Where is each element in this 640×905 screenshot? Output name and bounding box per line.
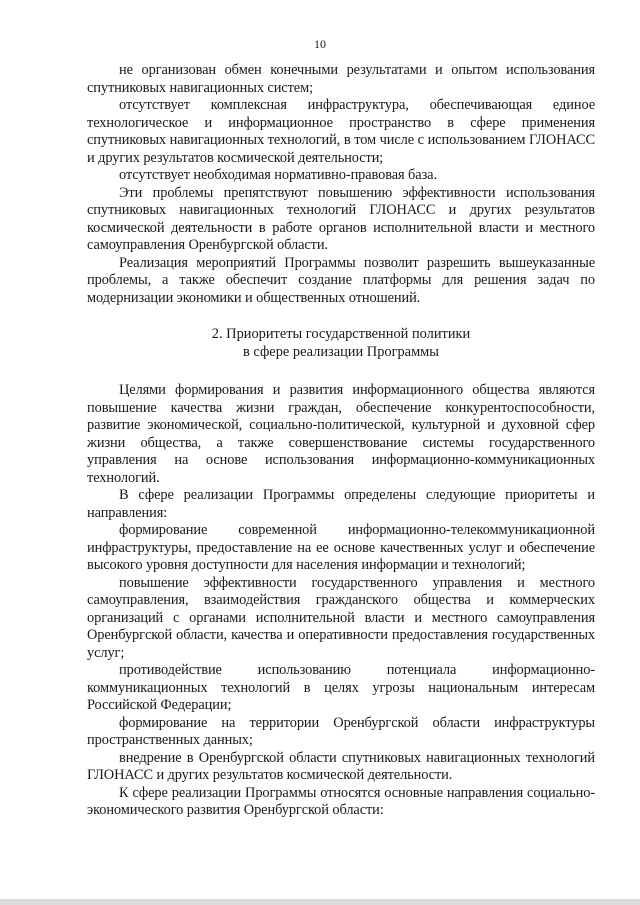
section-heading-line-2: в сфере реализации Программы bbox=[243, 343, 439, 360]
paragraph: отсутствует комплексная инфраструктура, обеспечивающая единое технологическое и информационное пространство в сфере применения спутниковых навигационных технологий, в том числе с использованием ГЛОНАСС и других результатов космической деятельности; bbox=[87, 97, 595, 166]
document-body bbox=[87, 62, 595, 820]
list-item: формирование на территории Оренбургской области инфраструктуры пространственных данных; bbox=[87, 714, 595, 748]
paragraph: Эти проблемы препятствуют повышению эффективности использования спутниковых навигационных технологий ГЛОНАСС и других результатов космической деятельности в работе органов исполнительной власти и местного самоуправления Оренбургской области. bbox=[87, 184, 595, 253]
list-item: формирование современной информационно-телекоммуникационной инфраструктуры, предоставление на ее основе качественных услуг и обеспечение высокого уровня доступности для населения информации и технологий; bbox=[87, 522, 595, 573]
scan-bottom-edge bbox=[0, 899, 640, 905]
paragraph: не организован обмен конечными результатами и опытом использования спутниковых навигационных систем; bbox=[87, 62, 595, 96]
list-item: повышение эффективности государственного управления и местного самоуправления, взаимодействия гражданского общества и коммерческих организаций с органами исполнительной власти и местного самоуправления Оренбургской области, качества и оперативности предоставления государственных услуг; bbox=[87, 574, 595, 661]
section-heading-line-1: 2. Приоритеты государственной политики bbox=[211, 326, 471, 342]
paragraph: Реализация мероприятий Программы позволит разрешить вышеуказанные проблемы, а также обеспечит создание платформы для решения задач по модернизации экономики и общественных отношений. bbox=[87, 254, 595, 306]
list-item: противодействие использованию потенциала информационно-коммуникационных технологий в целях угрозы национальным интересам Российской Федерации; bbox=[87, 662, 595, 713]
page-number: 10 bbox=[314, 37, 326, 51]
list-item: внедрение в Оренбургской области спутниковых навигационных технологий ГЛОНАСС и других результатов космической деятельности. bbox=[87, 749, 595, 783]
paragraph: В сфере реализации Программы определены следующие приоритеты и направления: bbox=[87, 487, 595, 521]
paragraph: Целями формирования и развития информационного общества являются повышение качества жизни граждан, обеспечение конкурентоспособности, развитие экономической, социально-политической, культурной и духовной сфер жизни общества, а также совершенствование системы государственного управления на основе использования информационно-коммуникационных технологий. bbox=[87, 382, 595, 486]
paragraph: отсутствует необходимая нормативно-правовая база. bbox=[119, 167, 437, 183]
paragraph: К сфере реализации Программы относятся основные направления социально-экономического развития Оренбургской области: bbox=[87, 784, 595, 818]
